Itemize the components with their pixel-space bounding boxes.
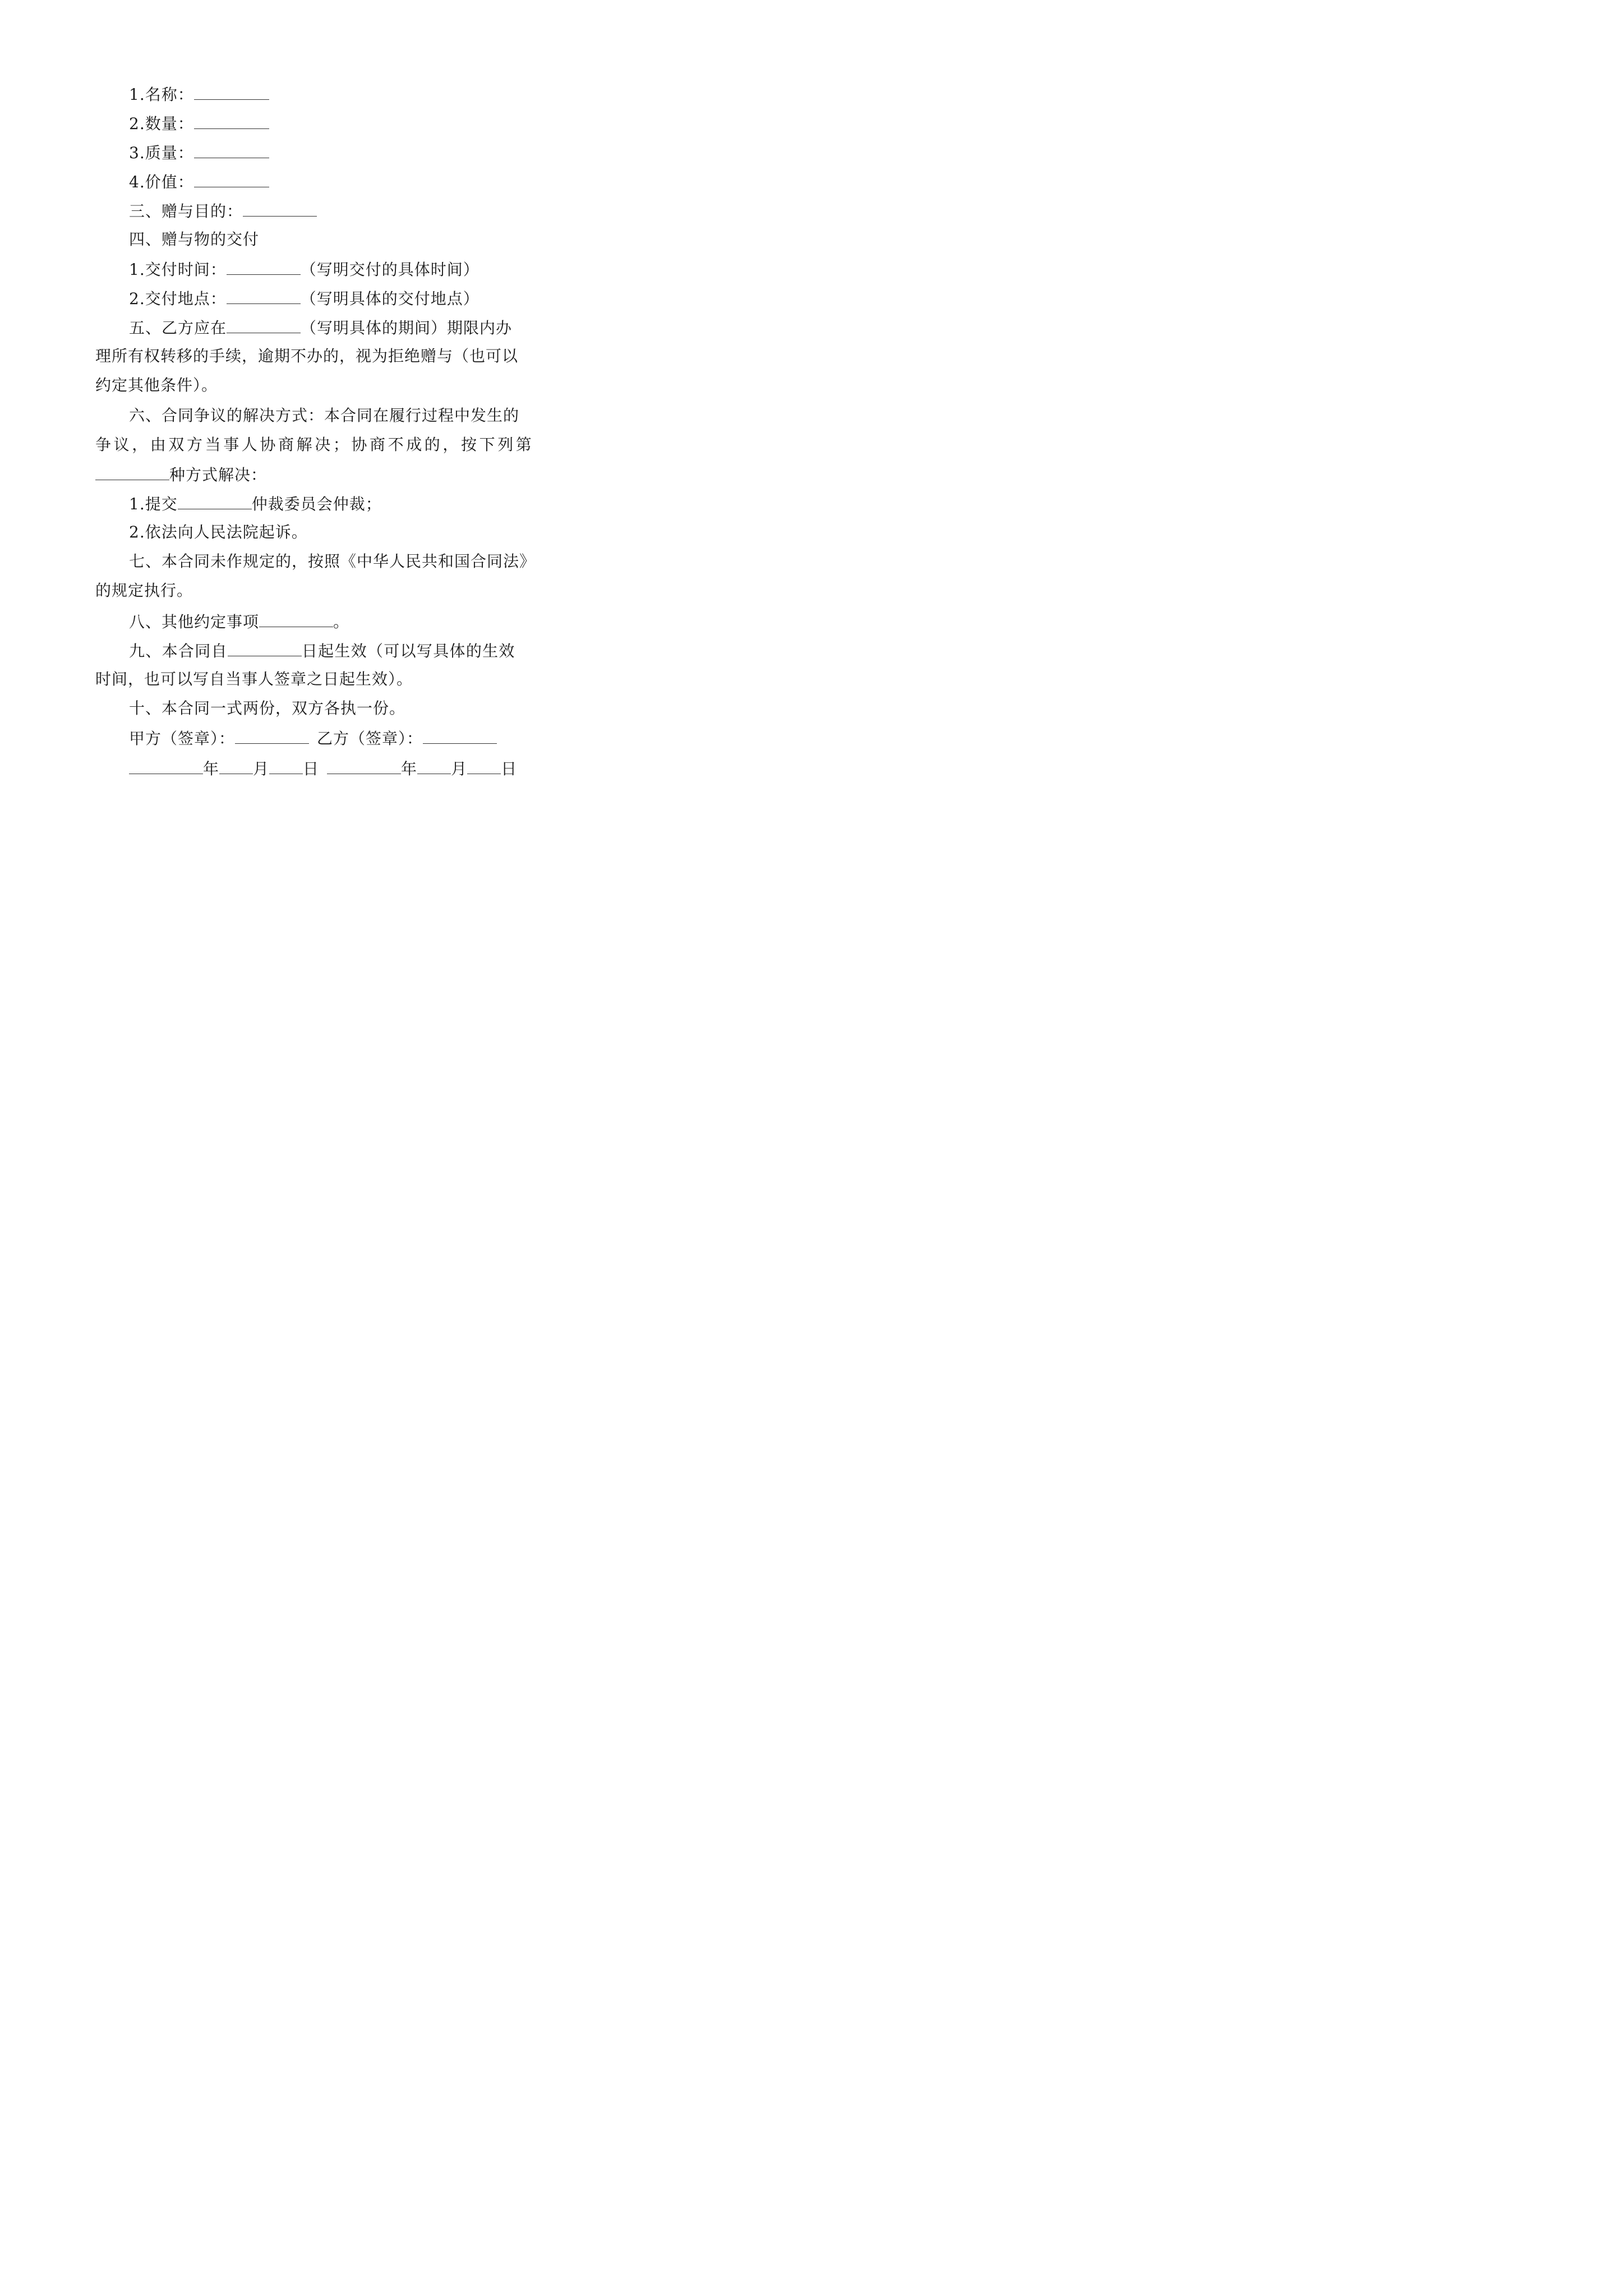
clause-5-line-1-text: （写明具体的期间）期限内办 bbox=[301, 319, 513, 337]
party-b-year-label: 年 bbox=[401, 760, 418, 778]
clause-8-other-matters bbox=[129, 613, 349, 630]
party-b-day-blank[interactable] bbox=[467, 760, 501, 774]
purpose-label: 三、赠与目的： bbox=[129, 202, 243, 220]
arbitration-option bbox=[129, 495, 382, 512]
clause-3-purpose bbox=[129, 203, 317, 219]
party-a-month-blank[interactable] bbox=[219, 760, 253, 774]
dispute-option-blank[interactable] bbox=[95, 466, 169, 480]
clause-6-line-3-text: 种方式解决： bbox=[169, 466, 268, 484]
clause-5-line-1 bbox=[129, 319, 512, 336]
party-b-year-blank[interactable] bbox=[327, 760, 401, 774]
date-row bbox=[129, 760, 517, 777]
gift-quantity-row bbox=[129, 115, 269, 132]
delivery-place-label: 2.交付地点： bbox=[129, 289, 227, 308]
delivery-place-note: （写明具体的交付地点） bbox=[300, 289, 479, 308]
gift-quantity-blank[interactable] bbox=[194, 115, 269, 129]
gift-quality-label: 3.质量： bbox=[129, 144, 194, 162]
clause-5-line-2: 理所有权转移的手续，逾期不办的，视为拒绝赠与（也可以 bbox=[95, 347, 519, 365]
party-b-day-label: 日 bbox=[501, 760, 518, 778]
transfer-period-blank[interactable] bbox=[227, 319, 301, 333]
purpose-blank[interactable] bbox=[243, 203, 317, 217]
gift-name-label: 1.名称： bbox=[129, 85, 194, 104]
arbitration-committee-blank[interactable] bbox=[178, 495, 252, 509]
delivery-time-label: 1.交付时间： bbox=[129, 260, 227, 279]
party-b-month-label: 月 bbox=[451, 760, 468, 778]
arbitration-suffix: 仲裁委员会仲裁； bbox=[251, 495, 382, 513]
clause-7-line-2: 的规定执行。 bbox=[95, 581, 193, 600]
litigation-option: 2.依法向人民法院起诉。 bbox=[129, 523, 308, 541]
delivery-time-row bbox=[129, 261, 479, 278]
gift-value-blank[interactable] bbox=[194, 173, 269, 187]
party-a-label: 甲方（签章）： bbox=[129, 729, 236, 748]
clause-8-suffix: 。 bbox=[333, 613, 350, 631]
clause-6-line-1: 六、合同争议的解决方式：本合同在履行过程中发生的 bbox=[129, 406, 520, 425]
clause-6-line-2: 争议，由双方当事人协商解决；协商不成的，按下列第 bbox=[95, 435, 534, 454]
clause-9-line-1 bbox=[129, 642, 515, 659]
party-b-month-blank[interactable] bbox=[417, 760, 451, 774]
effective-date-blank[interactable] bbox=[228, 642, 302, 656]
clause-5-prefix: 五、乙方应在 bbox=[129, 319, 227, 337]
clause-7-line-1: 七、本合同未作规定的，按照《中华人民共和国合同法》 bbox=[129, 552, 536, 570]
delivery-time-blank[interactable] bbox=[227, 261, 301, 275]
party-b-signature-blank[interactable] bbox=[423, 730, 497, 744]
other-matters-blank[interactable] bbox=[259, 613, 333, 627]
arbitration-prefix: 1.提交 bbox=[129, 495, 178, 513]
clause-6-line-3 bbox=[95, 466, 267, 483]
clause-5-line-3: 约定其他条件）。 bbox=[95, 376, 218, 394]
clause-8-prefix: 八、其他约定事项 bbox=[129, 613, 260, 631]
gift-name-blank[interactable] bbox=[194, 86, 269, 100]
party-a-month-label: 月 bbox=[253, 760, 270, 778]
clause-9-line-2: 时间，也可以写自当事人签章之日起生效）。 bbox=[95, 670, 413, 688]
party-b-label: 乙方（签章）： bbox=[317, 729, 423, 748]
party-a-year-label: 年 bbox=[203, 760, 220, 778]
gift-quality-row bbox=[129, 144, 269, 161]
delivery-place-row bbox=[129, 290, 479, 307]
signature-row bbox=[129, 730, 497, 747]
gift-quantity-label: 2.数量： bbox=[129, 114, 194, 133]
delivery-place-blank[interactable] bbox=[227, 290, 301, 304]
clause-9-prefix: 九、本合同自 bbox=[129, 642, 228, 660]
clause-9-line-1-text: 日起生效（可以写具体的生效 bbox=[301, 642, 515, 660]
delivery-time-note: （写明交付的具体时间） bbox=[300, 260, 479, 279]
clause-10: 十、本合同一式两份，双方各执一份。 bbox=[129, 699, 406, 717]
party-a-signature-blank[interactable] bbox=[235, 730, 309, 744]
gift-quality-blank[interactable] bbox=[194, 144, 269, 158]
gift-name-row bbox=[129, 86, 269, 103]
party-a-year-blank[interactable] bbox=[129, 760, 203, 774]
clause-4-heading: 四、赠与物的交付 bbox=[129, 230, 260, 249]
party-a-day-label: 日 bbox=[303, 760, 320, 778]
party-a-day-blank[interactable] bbox=[269, 760, 303, 774]
contract-page bbox=[0, 0, 619, 875]
gift-value-label: 4.价值： bbox=[129, 173, 194, 191]
gift-value-row bbox=[129, 173, 269, 190]
